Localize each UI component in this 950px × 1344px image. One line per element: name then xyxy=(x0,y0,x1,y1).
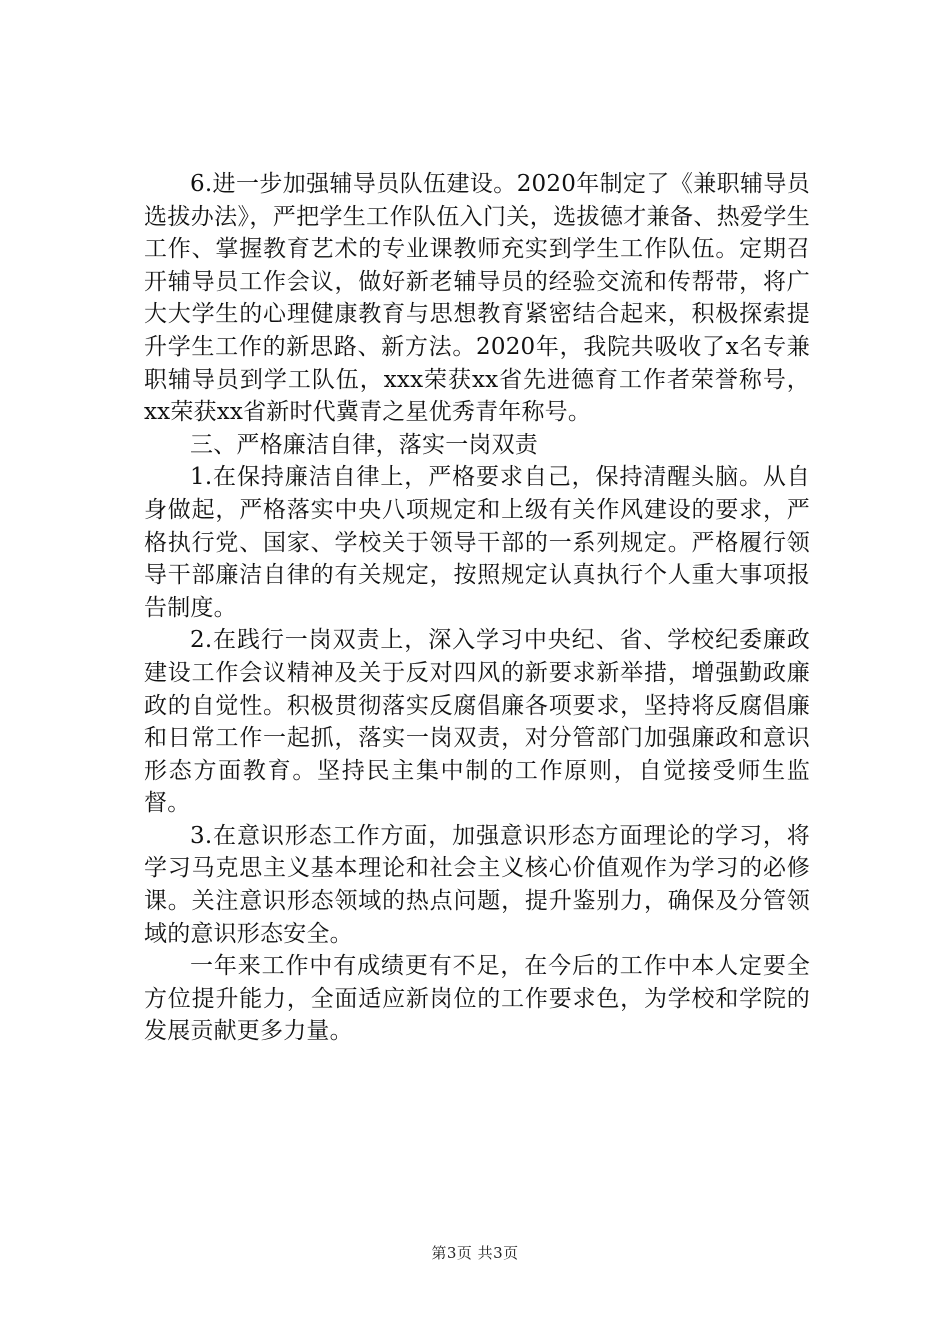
paragraph-dual-responsibility: 2.在践行一岗双责上，深入学习中央纪、省、学校纪委廉政建设工作会议精神及关于反对四风的新要求新举措，增强勤政廉政的自觉性。积极贯彻落实反腐倡廉各项要求，坚持将反腐倡廉和日常工作一起抓，落实一岗双责，对分管部门加强廉政和意识形态方面教育。坚持民主集中制的工作原则，自觉接受师生监督。 xyxy=(144,627,810,817)
paragraph-counselor-team: 6.进一步加强辅导员队伍建设。2020年制定了《兼职辅导员选拔办法》，严把学生工作队伍入门关，选拔德才兼备、热爱学生工作、掌握教育艺术的专业课教师充实到学生工作队伍。定期召开辅导员工作会议，做好新老辅导员的经验交流和传帮带，将广大大学生的心理健康教育与思想教育紧密结合起来，积极探索提升学生工作的新思路、新方法。2020年，我院共吸收了x名专兼职辅导员到学工队伍，xxx荣获xx省先进德育工作者荣誉称号，xx荣获xx省新时代冀青之星优秀青年称号。 xyxy=(144,171,810,426)
page-number-footer: 第3页 共3页 xyxy=(431,1244,519,1262)
paragraph-ideology-work: 3.在意识形态工作方面，加强意识形态方面理论的学习，将学习马克思主义基本理论和社会主义核心价值观作为学习的必修课。关注意识形态领域的热点问题，提升鉴别力，确保及分管领域的意识形态安全。 xyxy=(144,822,810,947)
paragraph-self-discipline: 1.在保持廉洁自律上，严格要求自己，保持清醒头脑。从自身做起，严格落实中央八项规定和上级有关作风建设的要求，严格执行党、国家、学校关于领导干部的一系列规定。严格履行领导干部廉洁自律的有关规定，按照规定认真执行个人重大事项报告制度。 xyxy=(144,464,810,621)
paragraph-conclusion: 一年来工作中有成绩更有不足，在今后的工作中本人定要全方位提升能力，全面适应新岗位的工作要求色，为学校和学院的发展贡献更多力量。 xyxy=(144,953,810,1045)
section-heading-integrity: 三、严格廉洁自律，落实一岗双责 xyxy=(190,431,538,458)
document-body xyxy=(144,168,810,1048)
